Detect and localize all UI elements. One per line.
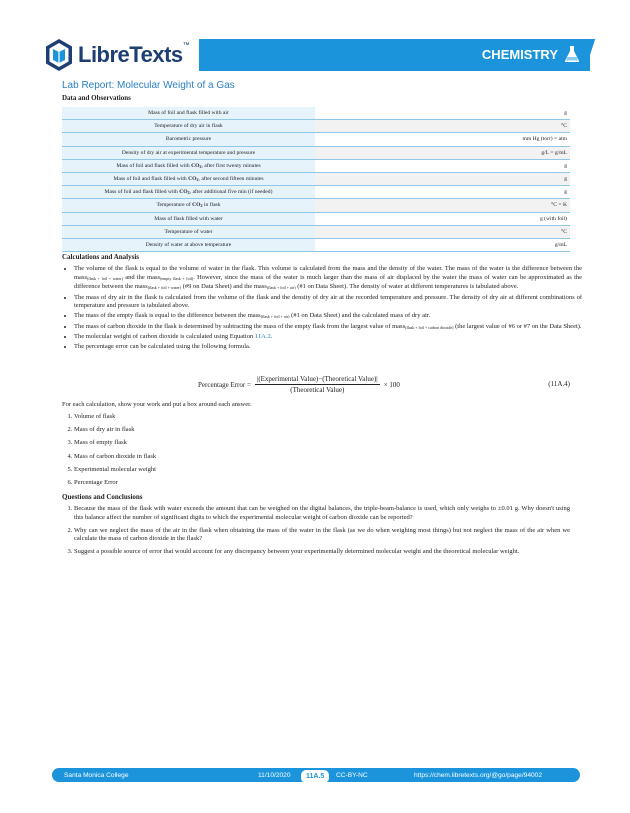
table-row — [62, 186, 570, 199]
row-unit: g — [315, 159, 570, 172]
row-unit: °C — [315, 225, 570, 238]
formula-expression — [198, 375, 400, 394]
footer-date: 11/10/2020 — [258, 771, 291, 779]
row-unit: mm Hg (torr) = atm — [315, 133, 570, 146]
footer-college: Santa Monica College — [64, 771, 129, 779]
percentage-error-formula — [62, 373, 570, 397]
list-item: 5. Experimental molecular weight — [74, 466, 570, 475]
row-unit: g/L = g/mL — [315, 146, 570, 159]
data-heading: Data and Observations — [62, 94, 131, 102]
footer-license: CC-BY-NC — [336, 771, 368, 779]
data-table — [62, 107, 570, 252]
formula-fraction — [255, 375, 380, 394]
row-unit: g (with foil) — [315, 212, 570, 225]
analysis-bullets — [62, 265, 582, 352]
table-row — [62, 146, 570, 159]
row-unit: g — [315, 186, 570, 199]
logo-text: LibreTexts™ — [78, 42, 190, 67]
row-label: Mass of foil and flask filled with $CO_2$, after first twenty minutes — [62, 159, 315, 172]
list-item: • The mass of dry air in the flask is calculated from the volume of the flask and the density of dry air at the recorded temperature and pressure. The density of dry air at different combinations of temperature and pressure is tabulated above. — [74, 294, 582, 311]
formula-multiplier: × 100 — [383, 380, 400, 389]
libretexts-logo-icon — [44, 38, 74, 72]
row-label: Mass of flask filled with water — [62, 212, 315, 225]
list-item: 1. Volume of flask — [74, 413, 570, 422]
calc-heading: Calculations and Analysis — [62, 253, 140, 261]
libretexts-logo[interactable] — [44, 36, 199, 74]
list-item: • The mass of the empty flask is equal to the difference between the mass$_{(flask + foil + air)}$ (#1 on Data Sheet) and the calculated mass of dry air. — [74, 312, 582, 322]
subject-label[interactable] — [482, 45, 580, 63]
list-item: • The percentage error can be calculated using the following formula. — [74, 343, 582, 352]
table-row — [62, 107, 570, 120]
row-unit: g/mL — [315, 238, 570, 251]
table-row — [62, 120, 570, 133]
formula-denominator: (Theoretical Value) — [290, 386, 345, 394]
table-row — [62, 238, 570, 251]
row-label: Density of dry air at experimental temperature and pressure — [62, 146, 315, 159]
row-unit: g — [315, 107, 570, 120]
table-row — [62, 225, 570, 238]
row-label: Barometric pressure — [62, 133, 315, 146]
questions-heading: Questions and Conclusions — [62, 493, 143, 501]
footer-url[interactable]: https://chem.libretexts.org/@go/page/94002 — [414, 771, 543, 779]
list-item: 3. Suggest a possible source of error that would account for any discrepancy between your experimentally determined molecular weight and the theoretical molecular weight. — [74, 548, 570, 557]
equation-link[interactable]: 11A.2 — [254, 333, 271, 341]
page-header — [44, 36, 590, 74]
flask-icon — [564, 45, 580, 63]
list-item: 2. Why can we neglect the mass of the air in the flask when obtaining the mass of the water in the flask (as we do when weighing most things) but not neglect the mass of the air when we calculate the mass of carbon dioxide in the flask? — [74, 527, 570, 544]
list-item: • The molecular weight of carbon dioxide is calculated using Equation 11A.2. — [74, 333, 582, 342]
subject-text: CHEMISTRY — [481, 46, 558, 62]
page-title: Lab Report: Molecular Weight of a Gas — [62, 80, 235, 91]
list-item: 3. Mass of empty flask — [74, 439, 570, 448]
list-item: 2. Mass of dry air in flask — [74, 426, 570, 435]
instruction-text: For each calculation, show your work and put a box around each answer. — [62, 401, 252, 408]
formula-lhs: Percentage Error = — [198, 380, 251, 389]
row-unit: g — [315, 172, 570, 185]
list-item: 4. Mass of carbon dioxide in flask — [74, 453, 570, 462]
calculation-list — [62, 413, 570, 492]
table-row — [62, 133, 570, 146]
questions-list — [62, 505, 570, 561]
table-row — [62, 199, 570, 212]
row-label: Density of water at above temperature — [62, 238, 315, 251]
table-row — [62, 172, 570, 185]
row-unit: °C = K — [315, 199, 570, 212]
table-row — [62, 159, 570, 172]
row-label: Mass of foil and flask filled with $CO_2$, after additional five min (if needed) — [62, 186, 315, 199]
row-label: Temperature of dry air in flask — [62, 120, 315, 133]
page-footer — [52, 768, 580, 782]
formula-numerator: |(Experimental Value)−(Theoretical Value)| — [256, 375, 378, 383]
row-label: Temperature of $CO_2$ in flask — [62, 199, 315, 212]
table-row — [62, 212, 570, 225]
equation-number: (11A.4) — [548, 380, 570, 388]
row-label: Mass of foil and flask filled with air — [62, 107, 315, 120]
row-unit: °C — [315, 120, 570, 133]
list-item: 1. Because the mass of the flask with water exceeds the amount that can be weighed on the digital balances, the triple-beam-balance is used, which only weighs to ±0.01 g. Why doesn't using this balance affect the number of significant digits to which the experimental molecular weight of carbon dioxide can be reported? — [74, 505, 570, 522]
row-label: Mass of foil and flask filled with $CO_2$, after second fifteen minutes — [62, 172, 315, 185]
list-item: • The volume of the flask is equal to the volume of water in the flask. This volume is calculated from the mass and the density of the water. The mass of the water is the difference between the mass$_{(flask + foil + water)}$ and the mass$_{(empty flask + foil)}$. However, since the mass of the water is much larger than the mass of air displaced by the water the mass of water can be approximated as the difference between the mass$_{(flask + foil + water)}$ (#9 on Data Sheet) and the mass$_{(flask + foil + air)}$ (#1 on Data Sheet). The density of water at different temperatures is tabulated above. — [74, 265, 582, 293]
list-item: • The mass of carbon dioxide in the flask is determined by subtracting the mass of the empty flask from the largest value of mass$_{(flask + foil + carbon dioxide)}$ (the largest value of #6 or #7 on the Data Sheet). — [74, 323, 582, 333]
list-item: 6. Percentage Error — [74, 479, 570, 488]
page-number: 11A.5 — [301, 770, 329, 783]
row-label: Temperature of water — [62, 225, 315, 238]
